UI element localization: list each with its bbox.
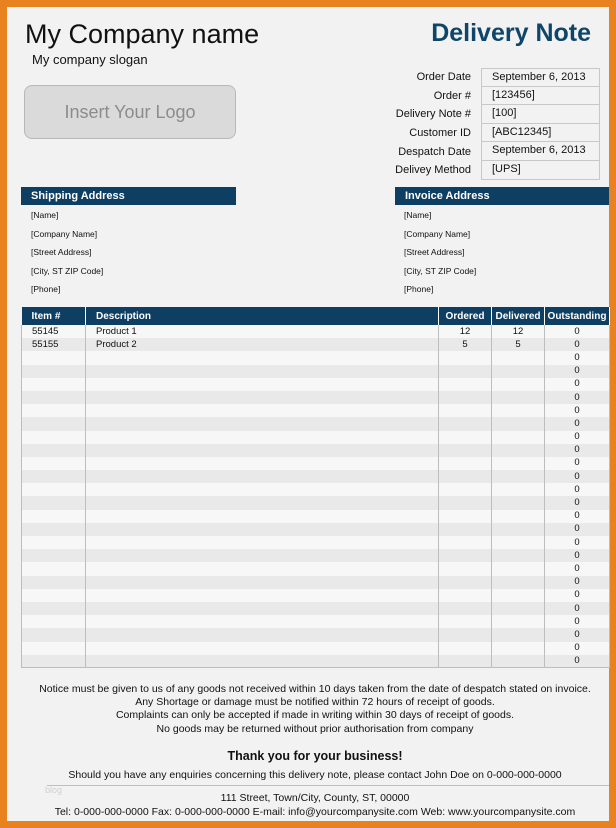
cell-outstanding[interactable]: 0: [545, 615, 610, 628]
cell-description[interactable]: [86, 417, 439, 430]
table-row: [22, 351, 610, 364]
cell-item-number[interactable]: [22, 391, 86, 404]
col-header-outstanding: Outstanding: [545, 307, 610, 325]
shipping-address-heading: Shipping Address: [21, 187, 236, 205]
cell-description[interactable]: [86, 523, 439, 536]
cell-outstanding[interactable]: 0: [545, 417, 610, 430]
cell-ordered[interactable]: [439, 378, 492, 391]
cell-item-number[interactable]: [22, 655, 86, 668]
notice-line: Any Shortage or damage must be notified within 72 hours of receipt of goods.: [135, 696, 495, 709]
table-row: [22, 655, 610, 668]
meta-row-delivery-note-number: [387, 105, 610, 124]
cell-ordered[interactable]: [439, 404, 492, 417]
cell-ordered[interactable]: [439, 549, 492, 562]
cell-item-number[interactable]: [22, 615, 86, 628]
cell-ordered[interactable]: [439, 589, 492, 602]
cell-outstanding[interactable]: 0: [545, 338, 610, 351]
cell-description[interactable]: [86, 483, 439, 496]
cell-item-number[interactable]: [22, 444, 86, 457]
cell-description[interactable]: [86, 496, 439, 509]
cell-delivered[interactable]: [492, 642, 545, 655]
cell-delivered[interactable]: [492, 496, 545, 509]
invoice-street[interactable]: [Street Address]: [404, 247, 465, 258]
cell-ordered[interactable]: [439, 655, 492, 668]
cell-ordered[interactable]: [439, 431, 492, 444]
cell-description[interactable]: [86, 549, 439, 562]
cell-delivered[interactable]: [492, 628, 545, 641]
cell-item-number[interactable]: [22, 602, 86, 615]
meta-value[interactable]: [100]: [481, 105, 600, 124]
meta-row-customer-id: [387, 124, 610, 143]
cell-delivered[interactable]: 12: [492, 325, 545, 338]
cell-description[interactable]: [86, 589, 439, 602]
cell-delivered[interactable]: [492, 417, 545, 430]
meta-label: Delivery Note #: [395, 108, 471, 121]
cell-description[interactable]: Product 2: [86, 338, 439, 351]
cell-item-number[interactable]: [22, 470, 86, 483]
cell-description[interactable]: [86, 404, 439, 417]
cell-item-number[interactable]: [22, 576, 86, 589]
meta-value[interactable]: September 6, 2013: [481, 142, 600, 161]
invoice-company[interactable]: [Company Name]: [404, 228, 471, 239]
cell-description[interactable]: [86, 628, 439, 641]
table-row: [22, 417, 610, 430]
cell-ordered[interactable]: [439, 562, 492, 575]
invoice-address-lines: [404, 206, 476, 299]
logo-placeholder: [24, 85, 236, 139]
cell-ordered[interactable]: [439, 628, 492, 641]
cell-outstanding[interactable]: 0: [545, 391, 610, 404]
table-row: [22, 576, 610, 589]
cell-item-number[interactable]: [22, 523, 86, 536]
col-header-description: Description: [86, 307, 439, 325]
cell-description[interactable]: [86, 536, 439, 549]
cell-delivered[interactable]: [492, 562, 545, 575]
cell-description[interactable]: [86, 444, 439, 457]
table-row: [22, 483, 610, 496]
cell-item-number[interactable]: [22, 378, 86, 391]
invoice-city[interactable]: [City, ST ZIP Code]: [404, 265, 477, 276]
meta-label: Customer ID: [409, 127, 471, 140]
cell-outstanding[interactable]: 0: [545, 483, 610, 496]
cell-item-number[interactable]: [22, 510, 86, 523]
table-row: [22, 536, 610, 549]
table-row: [22, 562, 610, 575]
shipping-phone[interactable]: [Phone]: [31, 284, 61, 295]
cell-ordered[interactable]: [439, 417, 492, 430]
cell-ordered[interactable]: [439, 391, 492, 404]
company-address: 111 Street, Town/City, County, ST, 00000: [220, 792, 410, 804]
cell-outstanding[interactable]: 0: [545, 510, 610, 523]
cell-description[interactable]: [86, 470, 439, 483]
shipping-city[interactable]: [City, ST ZIP Code]: [31, 265, 104, 276]
cell-description[interactable]: [86, 431, 439, 444]
table-row: [22, 391, 610, 404]
cell-description[interactable]: Product 1: [86, 325, 439, 338]
cell-outstanding[interactable]: 0: [545, 589, 610, 602]
cell-delivered[interactable]: [492, 523, 545, 536]
cell-ordered[interactable]: [439, 470, 492, 483]
cell-delivered[interactable]: [492, 483, 545, 496]
table-row: [22, 470, 610, 483]
cell-item-number[interactable]: [22, 431, 86, 444]
table-row: [22, 523, 610, 536]
table-row: [22, 510, 610, 523]
company-name: My Company name: [25, 19, 260, 49]
cell-description[interactable]: [86, 615, 439, 628]
cell-delivered[interactable]: [492, 404, 545, 417]
meta-label: Despatch Date: [398, 145, 471, 158]
table-row: [22, 444, 610, 457]
cell-item-number[interactable]: [22, 483, 86, 496]
cell-description[interactable]: [86, 642, 439, 655]
cell-outstanding[interactable]: 0: [545, 549, 610, 562]
meta-row-order-number: [387, 87, 610, 106]
cell-outstanding[interactable]: 0: [545, 444, 610, 457]
col-header-delivered: Delivered: [492, 307, 545, 325]
footer-divider: [47, 785, 609, 786]
cell-outstanding[interactable]: 0: [545, 365, 610, 378]
meta-row-order-date: [387, 68, 610, 87]
cell-ordered[interactable]: [439, 365, 492, 378]
table-row: [22, 431, 610, 444]
cell-ordered[interactable]: [439, 536, 492, 549]
cell-outstanding[interactable]: 0: [545, 431, 610, 444]
cell-outstanding[interactable]: 0: [545, 457, 610, 470]
table-row: [22, 404, 610, 417]
cell-outstanding[interactable]: 0: [545, 602, 610, 615]
cell-ordered[interactable]: [439, 457, 492, 470]
meta-value[interactable]: September 6, 2013: [481, 68, 600, 87]
cell-outstanding[interactable]: 0: [545, 378, 610, 391]
cell-description[interactable]: [86, 351, 439, 364]
cell-ordered[interactable]: [439, 642, 492, 655]
cell-description[interactable]: [86, 391, 439, 404]
shipping-address-lines: [31, 206, 103, 299]
cell-outstanding[interactable]: 0: [545, 325, 610, 338]
watermark: blog: [45, 785, 63, 795]
cell-outstanding[interactable]: 0: [545, 536, 610, 549]
cell-delivered[interactable]: [492, 549, 545, 562]
cell-description[interactable]: [86, 510, 439, 523]
cell-item-number[interactable]: [22, 365, 86, 378]
cell-description[interactable]: [86, 378, 439, 391]
shipping-name[interactable]: [Name]: [31, 210, 59, 220]
notice-line: Notice must be given to us of any goods not received within 10 days taken from the date of despatch stated on invoice.: [39, 683, 591, 695]
meta-label: Delivey Method: [395, 164, 471, 177]
cell-delivered[interactable]: [492, 391, 545, 404]
cell-ordered[interactable]: [439, 523, 492, 536]
items-table: [21, 307, 610, 668]
cell-delivered[interactable]: [492, 536, 545, 549]
meta-value[interactable]: [123456]: [481, 87, 600, 106]
cell-item-number[interactable]: [22, 589, 86, 602]
cell-outstanding[interactable]: 0: [545, 496, 610, 509]
cell-description[interactable]: [86, 562, 439, 575]
shipping-street[interactable]: [Street Address]: [31, 247, 92, 258]
cell-ordered[interactable]: [439, 615, 492, 628]
cell-delivered[interactable]: [492, 470, 545, 483]
cell-description[interactable]: [86, 655, 439, 668]
cell-delivered[interactable]: [492, 615, 545, 628]
cell-delivered[interactable]: [492, 444, 545, 457]
cell-item-number[interactable]: [22, 536, 86, 549]
items-body: [22, 325, 610, 668]
order-meta: [387, 68, 610, 180]
cell-outstanding[interactable]: 0: [545, 562, 610, 575]
shipping-company[interactable]: [Company Name]: [31, 228, 98, 239]
cell-item-number[interactable]: [22, 562, 86, 575]
cell-outstanding[interactable]: 0: [545, 470, 610, 483]
cell-ordered[interactable]: [439, 510, 492, 523]
table-row: [22, 642, 610, 655]
cell-item-number[interactable]: [22, 457, 86, 470]
cell-description[interactable]: [86, 457, 439, 470]
meta-row-delivery-method: [387, 161, 610, 180]
notice-text: [21, 683, 609, 736]
table-row: [22, 325, 610, 338]
invoice-phone[interactable]: [Phone]: [404, 284, 434, 295]
cell-ordered[interactable]: [439, 576, 492, 589]
cell-delivered[interactable]: [492, 457, 545, 470]
table-row: [22, 628, 610, 641]
cell-item-number[interactable]: 55145: [22, 325, 86, 338]
table-row: [22, 589, 610, 602]
cell-ordered[interactable]: [439, 483, 492, 496]
thank-you-message: Thank you for your business!: [227, 749, 403, 763]
cell-ordered[interactable]: 5: [439, 338, 492, 351]
table-row: [22, 457, 610, 470]
cell-item-number[interactable]: [22, 417, 86, 430]
cell-delivered[interactable]: [492, 431, 545, 444]
cell-outstanding[interactable]: 0: [545, 655, 610, 668]
table-row: [22, 602, 610, 615]
col-header-ordered: Ordered: [439, 307, 492, 325]
cell-ordered[interactable]: [439, 602, 492, 615]
cell-outstanding[interactable]: 0: [545, 351, 610, 364]
cell-item-number[interactable]: [22, 404, 86, 417]
cell-item-number[interactable]: [22, 351, 86, 364]
logo-placeholder-text: Insert Your Logo: [64, 101, 196, 122]
cell-delivered[interactable]: 5: [492, 338, 545, 351]
cell-delivered[interactable]: [492, 602, 545, 615]
table-row: [22, 496, 610, 509]
meta-row-despatch-date: [387, 142, 610, 161]
cell-ordered[interactable]: [439, 496, 492, 509]
cell-delivered[interactable]: [492, 351, 545, 364]
table-row: [22, 338, 610, 351]
cell-description[interactable]: [86, 602, 439, 615]
notice-line: No goods may be returned without prior authorisation from company: [156, 722, 474, 735]
notice-line: Complaints can only be accepted if made in writing within 30 days of receipt of goods.: [115, 709, 515, 722]
cell-item-number[interactable]: [22, 549, 86, 562]
cell-delivered[interactable]: [492, 655, 545, 668]
meta-value[interactable]: [UPS]: [481, 161, 600, 180]
cell-delivered[interactable]: [492, 510, 545, 523]
company-slogan: My company slogan: [32, 52, 148, 67]
table-row: [22, 378, 610, 391]
cell-description[interactable]: [86, 365, 439, 378]
cell-ordered[interactable]: 12: [439, 325, 492, 338]
document-title: Delivery Note: [431, 19, 591, 47]
enquiry-text: Should you have any enquiries concerning this delivery note, please contact John Doe on 0-000-000-0000: [68, 769, 562, 781]
table-row: [22, 615, 610, 628]
cell-outstanding[interactable]: 0: [545, 404, 610, 417]
cell-delivered[interactable]: [492, 589, 545, 602]
cell-outstanding[interactable]: 0: [545, 523, 610, 536]
cell-outstanding[interactable]: 0: [545, 628, 610, 641]
cell-delivered[interactable]: [492, 365, 545, 378]
table-row: [22, 365, 610, 378]
cell-delivered[interactable]: [492, 576, 545, 589]
cell-item-number[interactable]: [22, 642, 86, 655]
cell-outstanding[interactable]: 0: [545, 642, 610, 655]
meta-value[interactable]: [ABC12345]: [481, 124, 600, 143]
meta-label: Order Date: [416, 71, 471, 84]
invoice-name[interactable]: [Name]: [404, 210, 432, 220]
cell-item-number[interactable]: 55155: [22, 338, 86, 351]
cell-ordered[interactable]: [439, 351, 492, 364]
cell-outstanding[interactable]: 0: [545, 576, 610, 589]
cell-ordered[interactable]: [439, 444, 492, 457]
company-contact: Tel: 0-000-000-0000 Fax: 0-000-000-0000 E-mail: info@yourcompanysite.com Web: www.yourcompanysite.com: [54, 806, 576, 818]
table-header-row: [22, 307, 610, 325]
meta-label: Order #: [433, 89, 471, 102]
cell-delivered[interactable]: [492, 378, 545, 391]
col-header-item: Item #: [22, 307, 86, 325]
invoice-address-heading: Invoice Address: [395, 187, 609, 205]
cell-item-number[interactable]: [22, 628, 86, 641]
cell-item-number[interactable]: [22, 496, 86, 509]
table-row: [22, 549, 610, 562]
cell-description[interactable]: [86, 576, 439, 589]
